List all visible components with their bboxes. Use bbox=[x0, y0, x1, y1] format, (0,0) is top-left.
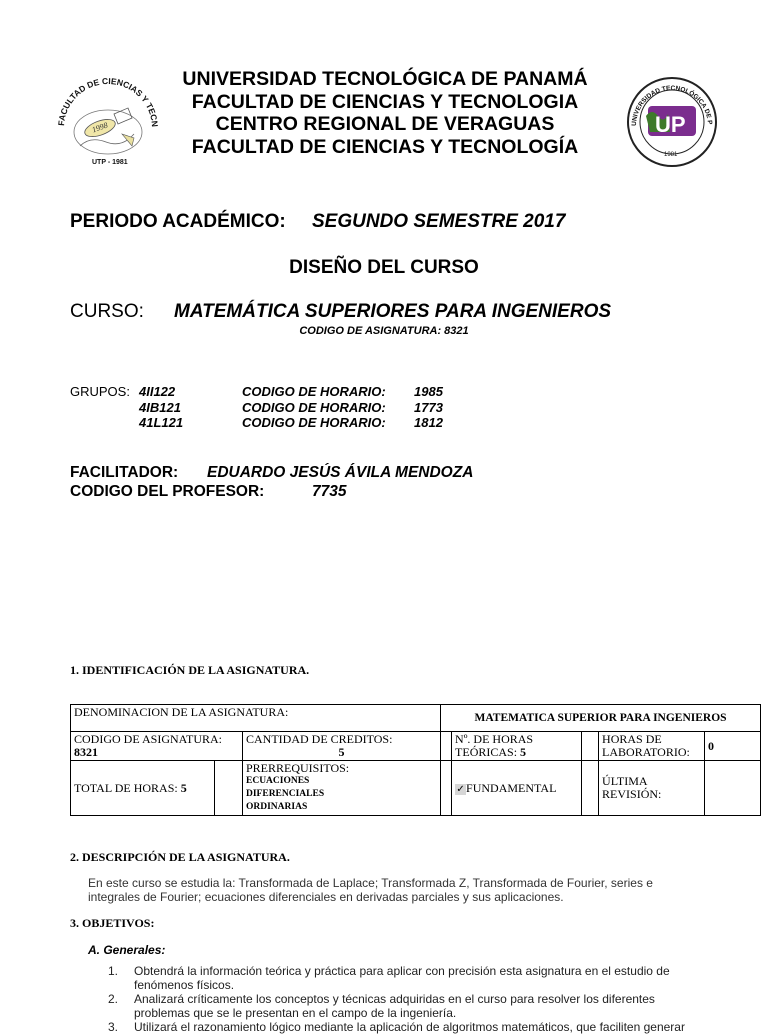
prerreq-cell bbox=[243, 761, 441, 816]
horario-labels bbox=[242, 384, 386, 431]
horas-lab-label: HORAS DE LABORATORIO: bbox=[602, 732, 690, 759]
list-item bbox=[108, 1021, 708, 1035]
creditos-value: 5 bbox=[338, 745, 345, 759]
list-item-number: 3. bbox=[108, 1020, 119, 1034]
utp-logo-mark: UP bbox=[655, 112, 686, 137]
codigo-value: 8321 bbox=[74, 745, 98, 759]
spacer-cell bbox=[582, 732, 599, 761]
spacer-cell bbox=[582, 761, 599, 816]
spacer-cell bbox=[215, 761, 243, 816]
periodo-value: SEGUNDO SEMESTRE 2017 bbox=[312, 211, 566, 232]
denominacion-value: MATEMATICA SUPERIOR PARA INGENIEROS bbox=[474, 711, 727, 724]
utp-logo-arc-text: UNIVERSIDAD TECNOLÓGICA DE P bbox=[630, 84, 713, 127]
header-line-2: FACULTAD DE CIENCIAS Y TECNOLOGIA bbox=[191, 90, 579, 113]
check-icon: ✓ bbox=[456, 783, 465, 795]
denominacion-label-cell bbox=[71, 705, 441, 732]
total-label: TOTAL DE HORAS: bbox=[74, 780, 178, 795]
section-2-title: 2. DESCRIPCIÓN DE LA ASIGNATURA. bbox=[70, 850, 290, 864]
ultima-value-cell bbox=[705, 761, 761, 816]
list-item-text: Obtendrá la información teórica y práctica para aplicar con precisión esta asignatura en el estudio de fenómenos físicos. bbox=[134, 964, 670, 992]
total-value: 5 bbox=[180, 780, 187, 795]
horario-label: CODIGO DE HORARIO: bbox=[242, 399, 386, 415]
total-cell bbox=[71, 761, 215, 816]
list-item bbox=[108, 965, 708, 992]
section-1-title: 1. IDENTIFICACIÓN DE LA ASIGNATURA. bbox=[70, 663, 310, 677]
denominacion-value-cell bbox=[441, 705, 761, 732]
horas-teoricas-value: 5 bbox=[520, 745, 527, 759]
faculty-logo-year: 1998 bbox=[90, 120, 109, 135]
fundamental-label: FUNDAMENTAL bbox=[466, 780, 557, 795]
header-line-1: UNIVERSIDAD TECNOLÓGICA DE PANAMÁ bbox=[182, 68, 588, 90]
list-item bbox=[108, 993, 708, 1020]
diseno-title: DISEÑO DEL CURSO bbox=[289, 257, 479, 278]
horario-code: 1773 bbox=[414, 399, 443, 415]
facilitador-value: EDUARDO JESÚS ÁVILA MENDOZA bbox=[207, 464, 474, 481]
prerreq-label: PRERREQUISITOS: bbox=[246, 761, 350, 775]
header-line-3: CENTRO REGIONAL DE VERAGUAS bbox=[215, 113, 555, 135]
section-3-subtitle: A. Generales: bbox=[88, 943, 166, 957]
horario-label: CODIGO DE HORARIO: bbox=[242, 415, 386, 430]
horas-teoricas-label: Nº. DE HORAS TEÓRICAS: bbox=[455, 732, 534, 759]
spacer-cell bbox=[441, 732, 452, 761]
objectives-list bbox=[108, 965, 708, 1035]
horario-label: CODIGO DE HORARIO: bbox=[242, 384, 386, 399]
utp-logo-year: 1981 bbox=[664, 152, 678, 158]
grupo-code: 4IB121 bbox=[139, 399, 181, 415]
codigo-cell bbox=[71, 732, 243, 761]
facilitador-label: FACILITADOR: bbox=[70, 464, 179, 481]
faculty-logo-arc-text: FACULTAD DE CIENCIAS Y TECN bbox=[56, 75, 161, 128]
list-item-number: 1. bbox=[108, 964, 119, 978]
utp-logo bbox=[626, 76, 718, 168]
horas-lab-value: 0 bbox=[708, 738, 715, 753]
header-line-4: FACULTAD DE CIENCIAS Y TECNOLOGÍA bbox=[191, 135, 579, 158]
section-2-text: En este curso se estudia la: Transformada de Laplace; Transformada Z, Transformada de Fourier, series e integrales de Fourier; ecuaciones diferenciales en derivadas parciales y sus aplicaciones. bbox=[88, 876, 653, 904]
spacer-cell bbox=[441, 761, 452, 816]
denominacion-label: DENOMINACION DE LA ASIGNATURA: bbox=[74, 705, 289, 719]
codigo-asignatura: CODIGO DE ASIGNATURA: 8321 bbox=[299, 325, 469, 337]
grupo-code: 41L121 bbox=[139, 415, 184, 430]
horario-code: 1985 bbox=[414, 384, 443, 399]
horas-lab-value-cell bbox=[705, 732, 761, 761]
grupos-list bbox=[139, 384, 183, 431]
list-item-text: Analizará críticamente los conceptos y técnicas adquiridas en el curso para resolver los diferentes problemas que se le presentan en el campo de la ingeniería. bbox=[134, 992, 655, 1020]
svg-text:FACULTAD DE CIENCIAS Y TECNOLO bbox=[52, 68, 160, 127]
codigo-label: CODIGO DE ASIGNATURA: bbox=[74, 732, 223, 746]
profesor-value: 7735 bbox=[312, 483, 347, 500]
curso-label: CURSO: bbox=[70, 301, 144, 322]
section-3-title: 3. OBJETIVOS: bbox=[70, 916, 155, 930]
list-item-number: 2. bbox=[108, 992, 119, 1006]
ultima-cell bbox=[599, 761, 705, 816]
horario-codes bbox=[414, 384, 443, 431]
creditos-label: CANTIDAD DE CREDITOS: bbox=[246, 732, 393, 746]
fundamental-cell bbox=[452, 761, 582, 816]
creditos-cell bbox=[243, 732, 441, 761]
horario-code: 1812 bbox=[414, 415, 443, 430]
institution-header bbox=[160, 68, 610, 158]
faculty-logo bbox=[52, 68, 164, 168]
faculty-logo-sub: UTP - 1981 bbox=[92, 159, 128, 166]
profesor-label: CODIGO DEL PROFESOR: bbox=[70, 483, 265, 500]
horas-lab-cell bbox=[599, 732, 705, 761]
grupo-code: 4II122 bbox=[139, 384, 176, 399]
prerreq-value: ECUACIONES DIFERENCIALES ORDINARIAS bbox=[246, 776, 325, 812]
identification-table bbox=[70, 704, 761, 816]
list-item-text: Utilizará el razonamiento lógico mediante la aplicación de algoritmos matemáticos, que faciliten generar bbox=[134, 1020, 685, 1034]
periodo-label: PERIODO ACADÉMICO: bbox=[70, 211, 286, 232]
ultima-label: ÚLTIMA REVISIÓN: bbox=[602, 774, 662, 801]
grupos-label: GRUPOS: bbox=[70, 384, 130, 399]
curso-value: MATEMÁTICA SUPERIORES PARA INGENIEROS bbox=[174, 301, 612, 322]
horas-teoricas-cell bbox=[452, 732, 582, 761]
